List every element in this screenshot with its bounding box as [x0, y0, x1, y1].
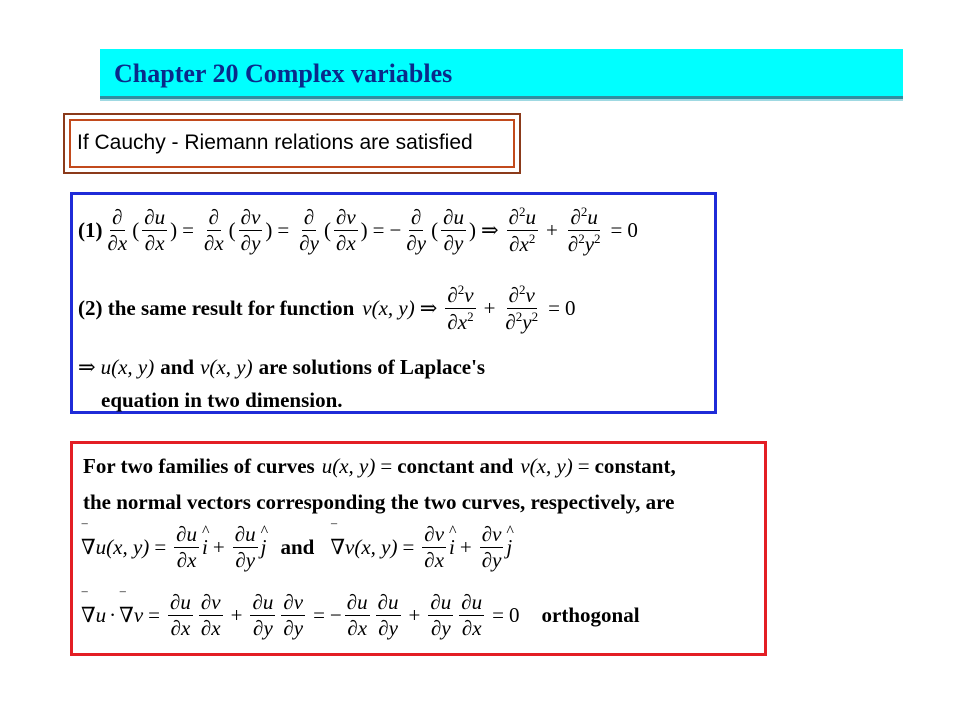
eq2-text: (2) the same result for function [78, 296, 355, 321]
eq1-label: (1) [78, 218, 103, 243]
cauchy-riemann-text: If Cauchy - Riemann relations are satisfied [77, 131, 473, 154]
title-bar [100, 49, 903, 99]
frac-d2u-dy2: $\frac{\partial^2u}{\partial^2y^2}$ [567, 204, 601, 257]
frac-d-dy-2: $\frac{\partial}{\partial y}$ [406, 205, 427, 256]
cauchy-riemann-box [63, 113, 521, 174]
box3-line-1: For two families of curves u(x, y) = conctant and v(x, y) = constant, [83, 454, 676, 478]
frac-d-dx-2: $\frac{\partial}{\partial x}$ [203, 205, 224, 256]
unit-j: ^ j [261, 535, 267, 560]
frac-du-dx-b3: $\frac{\partial u}{\partial x}$ [176, 522, 198, 573]
equation-2: (2) the same result for function v(x, y) ⇒ $\frac{\partial^2v}{\partial x^2}$ + $\frac{\partial^2v}{\partial^2y^2}$ = 0 [78, 282, 576, 335]
page-title: Chapter 20 Complex variables [114, 59, 453, 88]
unit-i: ^ i [202, 535, 208, 560]
gradient-equation: ‾ ∇ u(x, y) = $\frac{\partial u}{\partial x}$ ^ i + $\frac{\partial u}{\partial y}$ ^ j and ‾ ∇ v(x, y) = $\frac{\partial v}{\partial x}$ ^ i + $\frac{\partial v}{\partial y}$ ^ j [81, 523, 512, 572]
equation-1: (1) $\frac{\partial}{\partial x}$ ( $\frac{\partial u}{\partial x}$ ) = $\frac{\partial}{\partial x}$ ( $\frac{\partial v}{\partial y}$ ) = $\frac{\partial}{\partial y}$ ( $\frac{\partial v}{\partial x}$ ) = − $\frac{\partial}{\partial y}$ ( $\frac{\partial u}{\partial y}$ ) ⇒ $\frac{\partial^2u}{\partial x^2}$ + $\frac{\partial^2u}{\partial^2y^2}$ = 0 [78, 204, 638, 257]
frac-d2v-dx2: $\frac{\partial^2v}{\partial x^2}$ [447, 282, 474, 335]
frac-d-dy: $\frac{\partial}{\partial y}$ [299, 205, 319, 256]
orthogonal-label: orthogonal [541, 603, 640, 628]
frac-d2v-dy2: $\frac{\partial^2v}{\partial^2y^2}$ [505, 282, 539, 335]
frac-dv-dy: $\frac{\partial v}{\partial y}$ [240, 205, 261, 256]
box3-line-2: the normal vectors corresponding the two curves, respectively, are [83, 490, 675, 514]
nabla-u: ‾ ∇ [81, 535, 96, 560]
frac-du-dx: $\frac{\partial u}{\partial x}$ [144, 205, 166, 256]
frac-dv-dy-b3: $\frac{\partial v}{\partial y}$ [481, 522, 502, 573]
frac-d-dx: $\frac{\partial}{\partial x}$ [107, 205, 128, 256]
frac-du-dy: $\frac{\partial u}{\partial y}$ [443, 205, 464, 256]
conclusion-line-2: equation in two dimension. [101, 388, 343, 412]
eq2-func: v(x, y) [362, 296, 415, 321]
orthogonality-box [70, 441, 767, 656]
laplace-box [70, 192, 717, 414]
frac-du-dy-b3: $\frac{\partial u}{\partial y}$ [234, 522, 256, 573]
frac-dv-dx-b3: $\frac{\partial v}{\partial x}$ [424, 522, 445, 573]
nabla-v: ‾ ∇ [330, 535, 345, 560]
dot-product-equation: ‾ ∇ u · ‾ ∇ v = $\frac{\partial u}{\partial x}$ $\frac{\partial v}{\partial x}$ + $\frac{\partial u}{\partial y}$ $\frac{\partial v}{\partial y}$ = − $\frac{\partial u}{\partial x}$ $\frac{\partial u}{\partial y}$ + $\frac{\partial u}{\partial y}$ $\frac{\partial u}{\partial x}$ = 0 orthogonal [81, 591, 640, 640]
frac-dv-dx: $\frac{\partial v}{\partial x}$ [335, 205, 356, 256]
frac-d2u-dx2: $\frac{\partial^2u}{\partial x^2}$ [508, 204, 536, 257]
conclusion-line-1: ⇒ u(x, y) and v(x, y) are solutions of Laplace's [78, 355, 486, 379]
